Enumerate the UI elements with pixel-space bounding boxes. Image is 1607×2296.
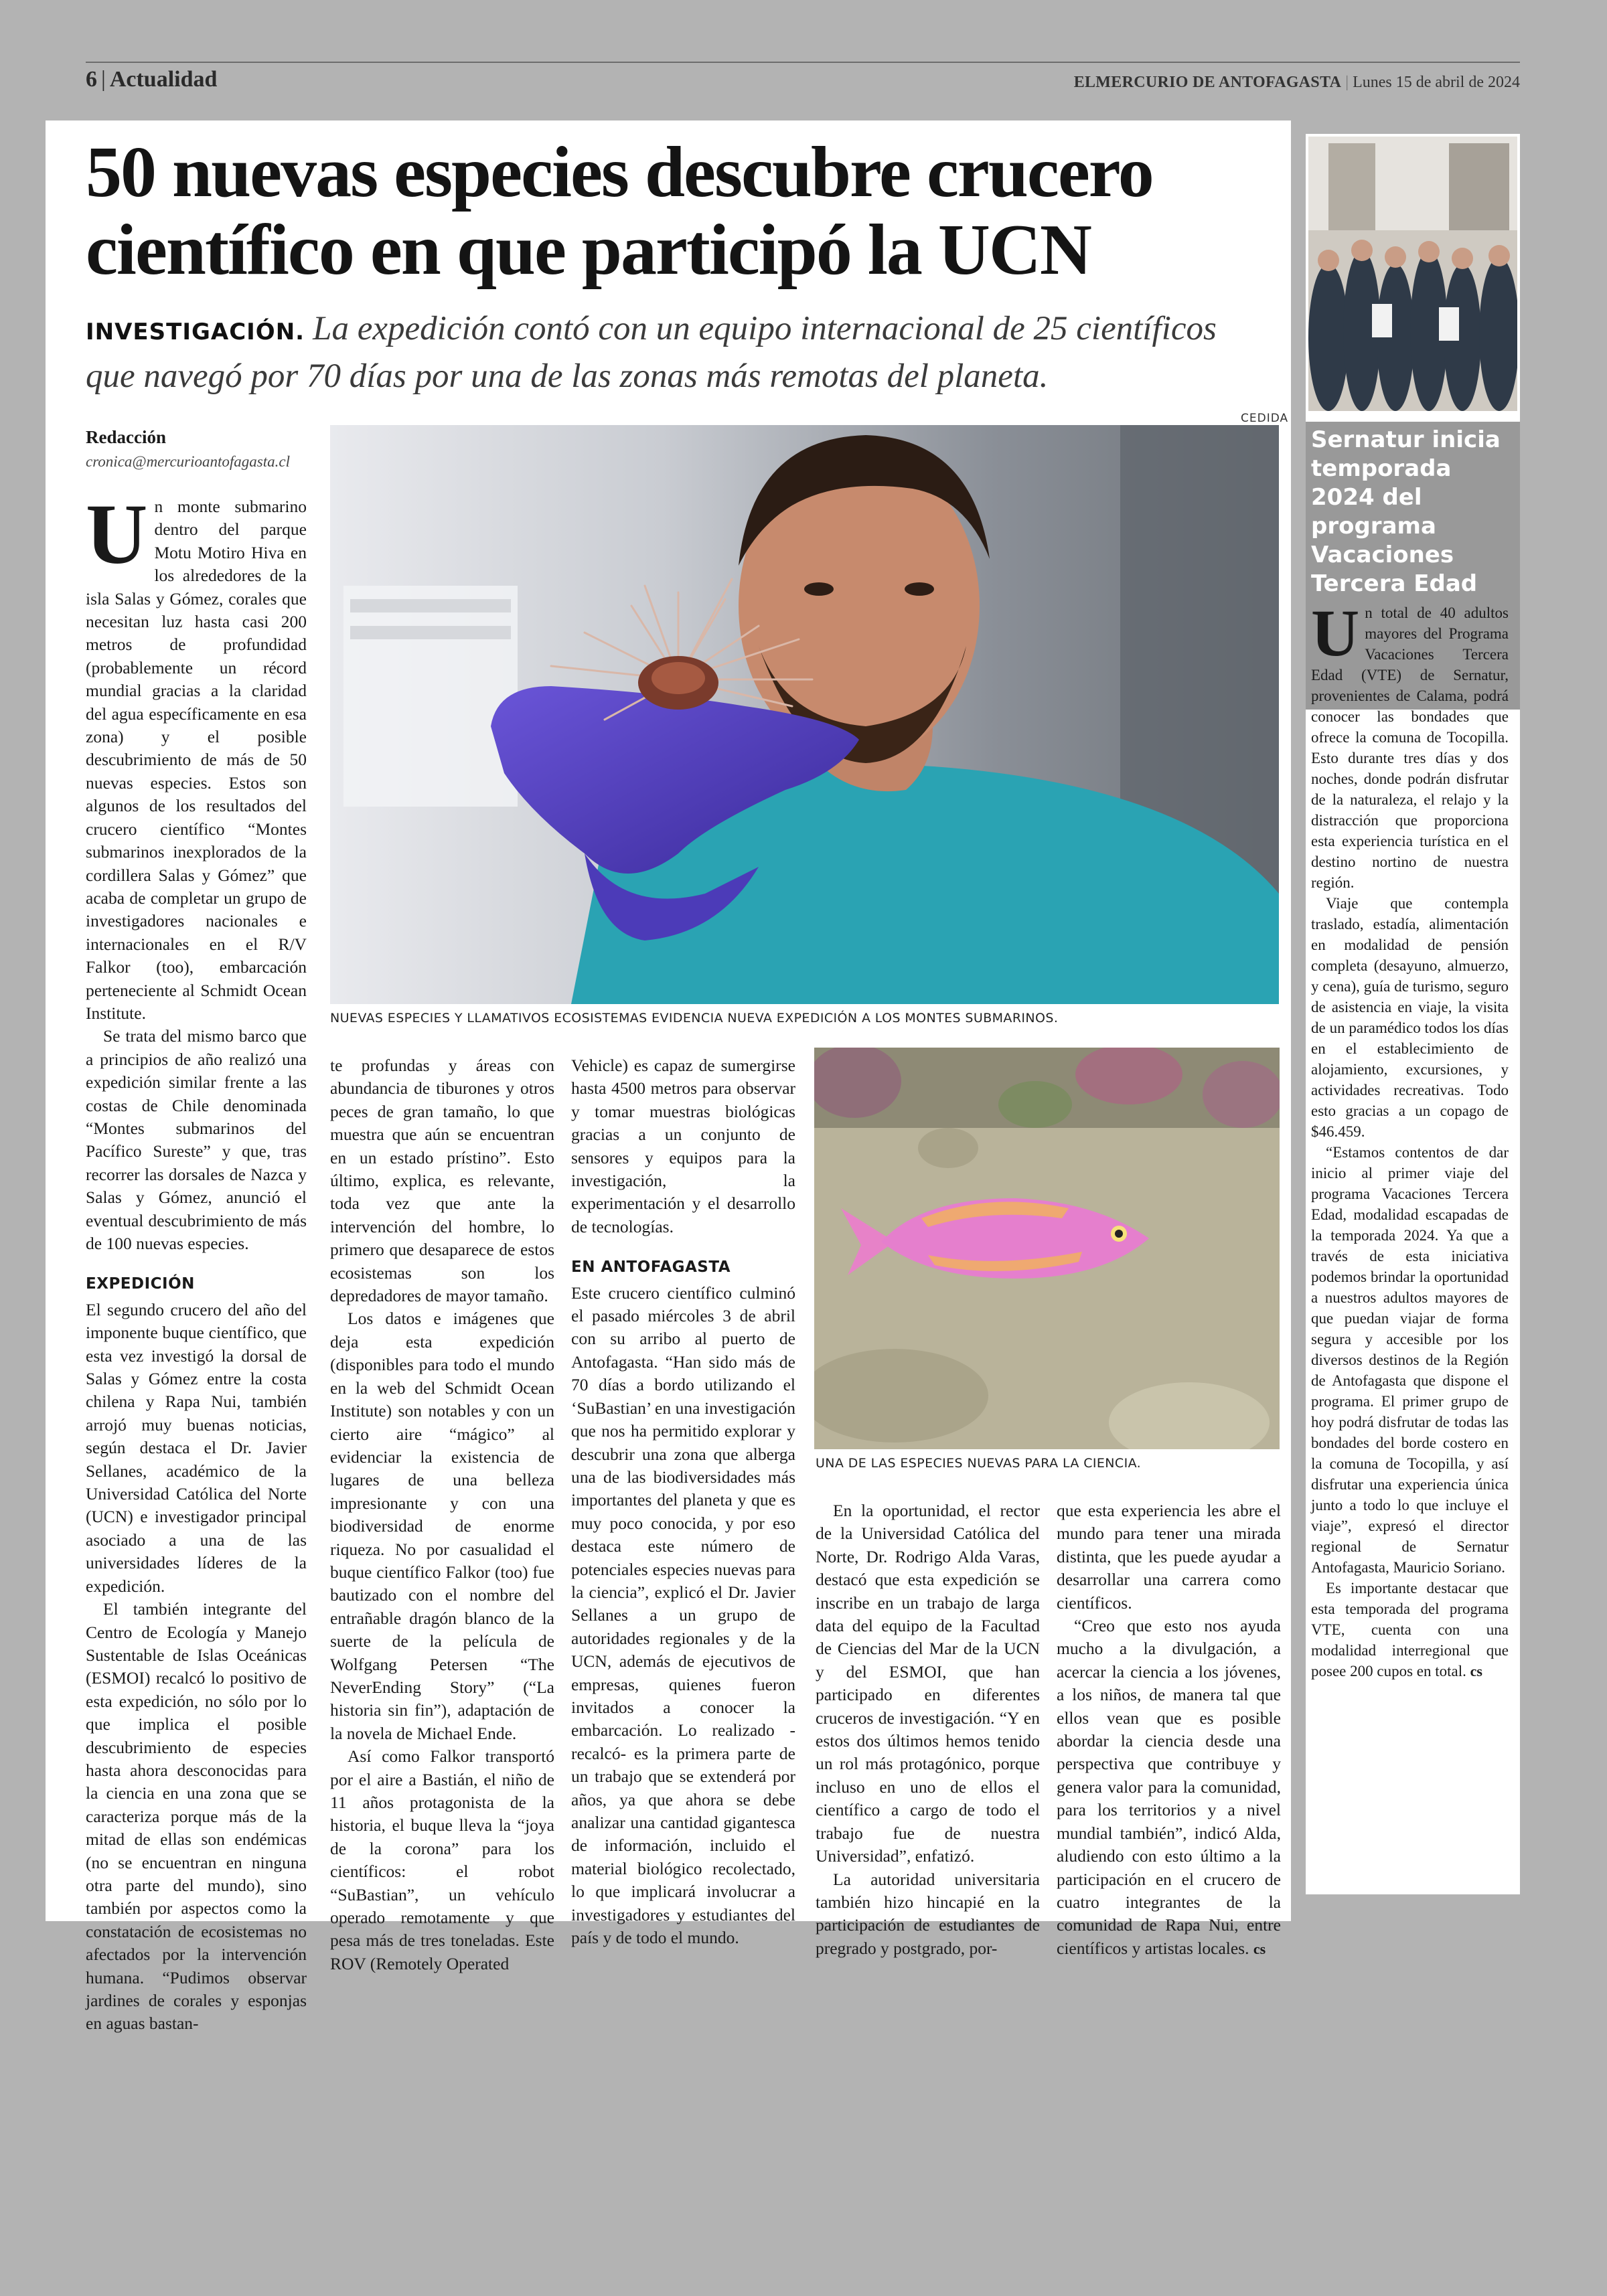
lead-paragraph (86, 487, 307, 1025)
main-article (46, 120, 1291, 2034)
sidebar-title: Sernatur inicia temporada 2024 del programa Vacaciones Tercera Edad (1311, 426, 1501, 597)
sidebar-lead-text: n total de 40 adultos mayores del Programa Vacaciones Tercera Edad (VTE) de Sernatur, provenientes de Calama, podrá conocer las bondades que ofrece la comuna de Tocopilla. Esto durante tres días y dos noches, donde podrán disfrutar de la naturaleza, el relajo y la distracción que proporciona esta experiencia turística en el destino nortino de nuestra región. (1311, 604, 1509, 891)
sidebar-photo (1308, 137, 1517, 411)
dek (86, 307, 1264, 398)
page-header (86, 62, 1520, 99)
sidebar-body (1311, 596, 1509, 1682)
subheading-expedicion: EXPEDICIÓN (86, 1275, 195, 1293)
issue-date: Lunes 15 de abril de 2024 (1353, 74, 1520, 91)
byline-name: Redacción (86, 427, 166, 447)
paragraph: Se trata del mismo barco que a principios de año realizó una expedición similar frente a las costas de Chile denominada “Montes submarinos del Pacífico Sureste” y que, tras recorrer las dorsales de Nazca y Salas y Gómez, anunció el eventual descubrimiento de más de 100 nuevas especies. (86, 1026, 307, 1253)
kicker: INVESTIGACIÓN. (86, 319, 305, 345)
main-photo (330, 425, 1279, 1004)
paragraph: El segundo crucero del año del imponente buque científico, que esta vez investigó la dorsal de Salas y Gómez entre la costa chilena y Rapa Nui, también arrojó muy buenas noticias, según destaca el Dr. Javier Sellanes, académico de la Universidad Católica del Norte (UCN) e investigador principal asociado a una de las universidades líderes de la expedición. (86, 1299, 307, 1596)
paragraph (1311, 1578, 1509, 1682)
separator: | (101, 67, 106, 92)
paragraph-text: “Creo que esto nos ayuda mucho a la divulgación, a acercar la ciencia a los jóvenes, a los niños, de manera tal que ellos vean que es posible abordar la ciencia desde una perspectiva que contribuye y genera valor para la comunidad, para los territorios y a nivel mundial también”, indicó Alda, aludiendo con esto último a la participación en el crucero de cuatro integrantes de la comunidad de Rapa Nui, entre científicos y artistas locales. (1057, 1616, 1281, 1958)
byline-email[interactable]: cronica@mercurioantofagasta.cl (86, 453, 290, 470)
lead-text: n monte submarino dentro del parque Motu Motiro Hiva en los alrededores de la isla Salas y Gómez, corales que necesitan luz hasta casi 200 metros de profundidad (probablemente un récord mundial gracias a la claridad del agua específicamente en esa zona) y el posible descubrimiento de más de 50 nuevas especies. Estos son algunos de los resultados del crucero científico “Montes submarinos inexplorados de la cordillera Salas y Gómez” que acaba de completar un grupo de investigadores nacionales e internacionales en el R/V Falkor (too), embarcación perteneciente al Schmidt Ocean Institute. (86, 497, 307, 1023)
separator: | (1345, 74, 1349, 91)
article-column-2 (330, 1054, 554, 1975)
article-column-4 (816, 1499, 1040, 1960)
paragraph: En la oportunidad, el rector de la Universidad Católica del Norte, Dr. Rodrigo Alda Varas, destacó que esta expedición se inscribe en un trabajo de larga data del equipo de la Facultad de Ciencias del Mar de la UCN y del ESMOI, que han participado en diferentes cruceros de investigación. “Y en estos dos últimos hemos tenido un rol más protagónico, porque incluso en uno de ellos el científico a cargo de todo el trabajo fue de nuestra Universidad”, enfatizó. (816, 1501, 1040, 1866)
section-label (86, 67, 217, 92)
sidebar-lead (1311, 596, 1509, 893)
dek-text: La expedición contó con un equipo internacional de 25 científicos que navegó por 70 días por una de las zonas más remotas del planeta. (86, 310, 1217, 395)
end-mark: cs (1253, 1940, 1266, 1957)
fish-photo-caption: UNA DE LAS ESPECIES NUEVAS PARA LA CIENCIA. (816, 1456, 1142, 1471)
page-number: 6 (86, 67, 97, 92)
paragraph-text: Es importante destacar que esta temporada del programa VTE, cuenta con una modalidad interregional que posee 200 cupos en total. (1311, 1580, 1509, 1679)
main-photo-caption: NUEVAS ESPECIES Y LLAMATIVOS ECOSISTEMAS EVIDENCIA NUEVA EXPEDICIÓN A LOS MONTES SUBMARINOS. (330, 1011, 1059, 1026)
scientist-urchin-illustration (330, 425, 1279, 1004)
paragraph: Viaje que contempla traslado, estadía, alimentación en modalidad de pensión completa (desayuno, almuerzo, y cena), guía de turismo, seguro de asistencia en viaje, la visita de un paramédico todos los días en el establecimiento de alojamiento, excursiones, y actividades recreativas. Todo esto gracias a un copago de $46.459. (1311, 895, 1509, 1140)
paragraph: Los datos e imágenes que deja esta expedición (disponibles para todo el mundo en la web del Schmidt Ocean Institute) son notables y con un cierto aire “mágico” al evidenciar la existencia de lugares de una belleza impresionante y con una biodiversidad de enorme riqueza. No por casualidad el buque científico Falkor (too) fue bautizado con el nombre del entrañable dragón blanco de la suerte de la película de Wolfgang Petersen “The NeverEnding Story” (“La historia sin fin”), adaptación de la novela de Michael Ende. (330, 1309, 554, 1743)
dropcap: U (1311, 596, 1360, 670)
article-column-3 (571, 1054, 795, 1949)
article-column-1 (86, 487, 307, 2036)
paragraph: te profundas y áreas con abundancia de tiburones y otros peces de gran tamaño, lo que muestra que aún se encuentran en un estado prístino”. Esto último, explica, es relevante, toda vez que ante la intervención del hombre, lo primero que desaparece de estos ecosistemas son los depredadores de mayor tamaño. (330, 1056, 554, 1306)
end-mark: cs (1470, 1663, 1482, 1679)
paragraph: Este crucero científico culminó el pasado miércoles 3 de abril con su arribo al puerto de Antofagasta. “Han sido más de 70 días a bordo utilizando el ‘SuBastian’ en una investigación que nos ha permitido explorar y descubrir una zona que alberga una de las biodiversidades más importantes del planeta y que es muy poco conocida, y por eso destaca este número de potenciales especies nuevas para la ciencia”, explicó el Dr. Javier Sellanes a un grupo de autoridades regionales y de la UCN, además de ejecutivos de empresas, quienes fueron invitados a conocer la embarcación. Lo realizado -recalcó- es la primera parte de un trabajo que se extenderá por años, ya que ahora se debe analizar una cantidad gigantesca de información, incluido el material biológico recolectado, lo que implicará involucrar a investigadores y estudiantes del país y de todo el mundo. (571, 1283, 795, 1948)
byline (86, 427, 290, 471)
dropcap: U (86, 487, 148, 582)
photo-credit: CEDIDA (1241, 412, 1289, 425)
group-photo-illustration (1308, 137, 1517, 411)
paragraph (1057, 1615, 1281, 1961)
paper-name: ELMERCURIO DE ANTOFAGASTA (1073, 74, 1342, 91)
paragraph: que esta experiencia les abre el mundo para tener una mirada distinta, que les puede ayudar a desarrollar una carrera como científicos. (1057, 1501, 1281, 1613)
paragraph: “Estamos contentos de dar inicio al primer viaje del programa Vacaciones Tercera Edad, modalidad escapadas de la temporada 2024. Ya que a través de esta iniciativa podemos brindar la oportunidad a nuestros adultos mayores de que puedan viajar de forma segura y accesible por los diversos destinos de la Región de Antofagasta que dispone el programa. El primer grupo de hoy podrá disfrutar de todas las bondades del borde costero en la comuna de Tocopilla, y así disfrutar una experiencia única junto a todo lo que incluye el viaje”, expresó el director regional de Sernatur Antofagasta, Mauricio Soriano. (1311, 1144, 1509, 1576)
paragraph: Vehicle) es capaz de sumergirse hasta 4500 metros para observar y tomar muestras biológicas gracias a un conjunto de sensores y equipos para la investigación, la experimentación y el desarrollo de tecnologías. (571, 1056, 795, 1236)
sidebar-brief (1306, 134, 1520, 1894)
fish-photo (814, 1048, 1280, 1449)
paragraph: Así como Falkor transportó por el aire a Bastián, el niño de 11 años protagonista de la historia, el buque lleva la “joya de la corona” para los científicos: el robot “SuBastian”, un vehículo operado remotamente y que pesa más de tres toneladas. Este ROV (Remotely Operated (330, 1746, 554, 1973)
fish-illustration (814, 1048, 1280, 1449)
section-name: Actualidad (109, 67, 218, 92)
paragraph: La autoridad universitaria también hizo hincapié en la participación de estudiantes de pregrado y postgrado, por- (816, 1869, 1040, 1958)
article-column-5 (1057, 1499, 1281, 1961)
subheading-antofagasta: EN ANTOFAGASTA (571, 1258, 731, 1277)
headline: 50 nuevas especies descubre crucero científico en que participó la UCN (86, 133, 1153, 290)
paragraph: El también integrante del Centro de Ecología y Manejo Sustentable de Islas Oceánicas (ESMOI) recalcó lo positivo de esta expedición, no sólo por lo que implica el posible descubrimiento de especies hasta ahora desconocidas para la ciencia en una zona que se caracteriza porque más de la mitad de ellas son endémicas (no se encuentran en ninguna otra parte del mundo), sino también por aspectos como la constatación de ecosistemas no afectados por la intervención humana. “Pudimos observar jardines de corales y esponjas en aguas bastan- (86, 1599, 307, 2034)
paper-dateline (1074, 74, 1520, 92)
